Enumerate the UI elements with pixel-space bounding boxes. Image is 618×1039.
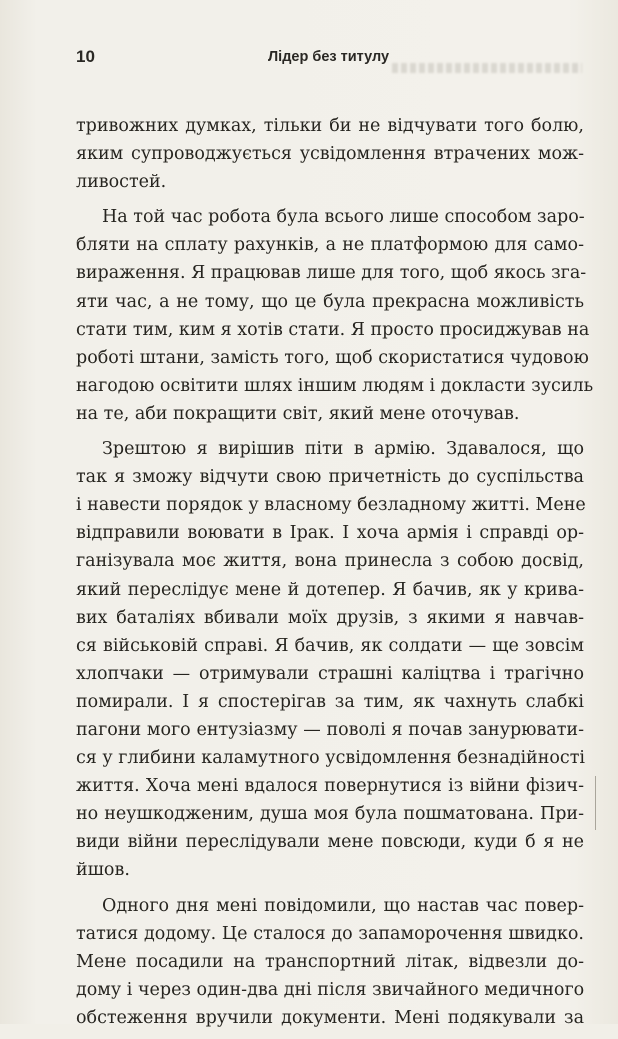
- text-line: татися додому. Це сталося до запаморочення швидко.: [76, 923, 584, 944]
- running-title: Лідер без титулу: [268, 49, 390, 65]
- text-line: обстеження вручили документи. Мені подякували за: [76, 1007, 584, 1028]
- text-line: ливостей.: [76, 172, 167, 193]
- text-line: но неушкодженим, душа моя була пошматована. При-: [76, 804, 584, 825]
- bleed-through-shadow: [392, 63, 582, 73]
- text-line: нагодою освітити шлях іншим людям і докласти зусиль: [76, 375, 594, 396]
- text-line: на те, аби покращити світ, який мене оточував.: [76, 403, 520, 424]
- paragraph: [76, 892, 584, 1032]
- margin-pencil-mark: [595, 776, 596, 830]
- paragraph: [76, 112, 584, 196]
- text-line: роботі штани, замість того, щоб скористатися чудовою: [76, 347, 589, 368]
- text-line: йшов.: [76, 860, 130, 881]
- text-line: яким супроводжується усвідомлення втрачених мож-: [76, 144, 584, 165]
- paragraph: [76, 203, 594, 428]
- text-line: бляти на сплату рахунків, а не платформою для само-: [76, 235, 584, 256]
- page-number: 10: [76, 47, 95, 66]
- text-line: життя. Хоча мені вдалося повернутися із війни фізич-: [76, 776, 584, 797]
- text-line: Зрештою я вирішив піти в армію. Здавалося, що: [102, 439, 584, 460]
- text-line: тривожних думках, тільки би не відчувати того болю,: [76, 116, 584, 136]
- text-line: види війни переслідували мене повсюди, куди б я не: [76, 832, 584, 853]
- text-line: хлопчаки — отримували страшні каліцтва і трагічно: [76, 663, 584, 684]
- paragraph: [76, 435, 584, 885]
- text-line: ся військовій справі. Я бачив, як солдати — ще зовсім: [76, 635, 584, 656]
- text-line: відправили воювати в Ірак. І хоча армія і справді ор-: [76, 523, 584, 544]
- text-line: пагони мого ентузіазму — поволі я почав занурювати-: [76, 719, 584, 740]
- text-line: і навести порядок у власному безладному житті. Мене: [76, 495, 586, 516]
- text-line: На той час робота була всього лише способом заро-: [102, 207, 585, 228]
- text-line: Одного дня мені повідомили, що настав час повер-: [102, 895, 584, 916]
- text-line: ся у глибини каламутного усвідомлення безнадійності: [76, 748, 586, 769]
- text-line: яти час, а не тому, що це була прекрасна можливість: [76, 291, 584, 312]
- body-text: [76, 112, 594, 1039]
- text-line: стати тим, ким я хотів стати. Я просто просиджував на: [76, 319, 590, 340]
- text-line: Мене посадили на транспортний літак, відвезли до-: [76, 951, 584, 972]
- text-line: який переслідує мене й дотепер. Я бачив, як у крива-: [76, 579, 584, 600]
- text-line: дому і через один-два дні після звичайного медичного: [76, 979, 585, 1000]
- text-line: вираження. Я працював лише для того, щоб якось зга-: [76, 263, 587, 284]
- text-line: помирали. І я спостерігав за тим, як чахнуть слабкі: [76, 691, 584, 712]
- text-line: так я зможу відчути свою причетність до суспільства: [76, 467, 584, 488]
- text-line: вих баталіях вбивали моїх друзів, з якими я навчав-: [76, 607, 584, 628]
- text-line: ганізувала моє життя, вона принесла з собою досвід,: [76, 551, 584, 572]
